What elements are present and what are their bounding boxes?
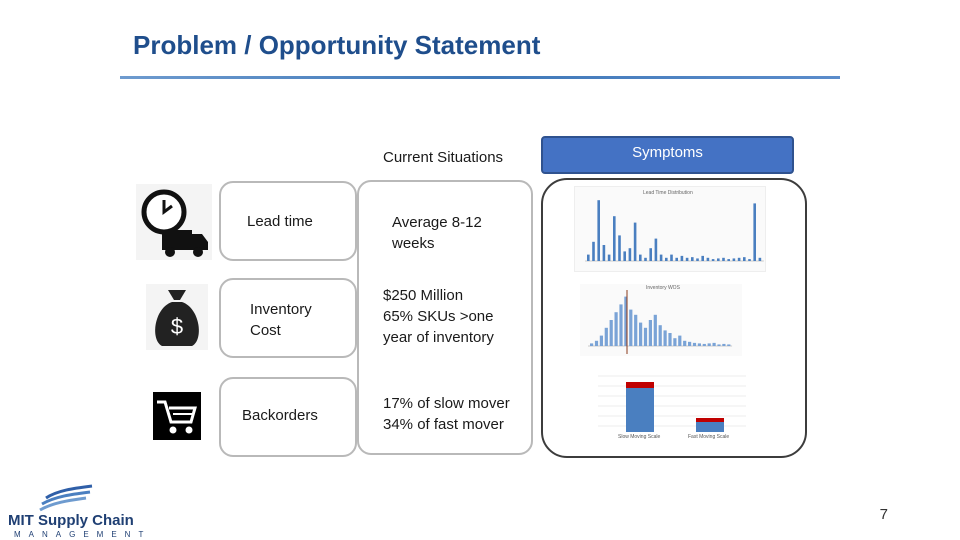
chart1-bar <box>587 255 590 261</box>
logo-text: MIT Supply Chain <box>8 512 134 529</box>
chart2-bar <box>634 315 637 346</box>
current-situations-header: Current Situations <box>383 149 504 166</box>
slow-mover-bar <box>626 388 654 432</box>
chart2-bar <box>605 328 608 346</box>
chart1-bar <box>738 258 741 261</box>
backorders-box <box>219 377 357 457</box>
lead-time-label: Lead time <box>247 213 313 230</box>
chart2-bar <box>683 341 686 346</box>
chart1-bar <box>759 258 762 261</box>
chart1-bar <box>592 242 595 261</box>
chart2-bar <box>722 344 725 346</box>
chart1-bar <box>623 251 626 261</box>
chart2-bar <box>629 310 632 346</box>
chart2-bar <box>708 343 711 346</box>
svg-text:$: $ <box>170 314 184 339</box>
inventory-cost-box <box>219 278 357 358</box>
backorder-category-fast: Fast Moving Scale <box>688 434 730 440</box>
chart2-bar <box>703 344 706 346</box>
chart1-bar <box>655 239 658 261</box>
title-rule <box>120 76 840 79</box>
chart1-bar <box>681 256 684 261</box>
chart1-bar <box>701 256 704 261</box>
chart1-bar <box>717 258 720 261</box>
chart1-bar <box>686 258 689 261</box>
lead-time-description: Average 8-12 weeks <box>392 214 482 252</box>
inventory-cost-label: Inventory Cost <box>250 301 312 339</box>
shopping-cart-icon <box>153 392 201 440</box>
symptoms-header: Symptoms <box>541 136 794 174</box>
chart1-bar <box>660 255 663 261</box>
chart2-bar <box>664 330 667 346</box>
backorder-category-slow: Slow Moving Scale <box>618 434 661 440</box>
chart2-bar <box>678 336 681 346</box>
chart2-bar <box>639 323 642 346</box>
chart2-bar <box>644 328 647 346</box>
backorders-description: 17% of slow mover 34% of fast mover <box>383 395 510 433</box>
chart1-bar <box>603 245 606 261</box>
chart1-bar <box>753 203 756 261</box>
chart1-bar <box>691 257 694 261</box>
chart2-bar <box>654 315 657 346</box>
chart2-bar <box>595 341 598 346</box>
chart1-bar <box>629 248 632 261</box>
money-bag-icon <box>146 284 208 350</box>
chart1-bar <box>639 255 642 261</box>
backorder-chart <box>586 370 750 446</box>
chart2-bar <box>717 344 720 346</box>
chart1-bar <box>613 216 616 261</box>
chart2-bar <box>590 343 593 346</box>
chart1-bar <box>670 255 673 261</box>
chart1-bar <box>743 257 746 261</box>
mit-scm-logo-icon <box>36 484 96 512</box>
chart1-bar <box>597 200 600 261</box>
chart1-bar <box>608 255 611 261</box>
inventory-chart-title: Inventory WOS <box>646 285 680 291</box>
chart2-bar <box>727 344 730 346</box>
chart2-bar <box>668 333 671 346</box>
chart1-bar <box>733 258 736 261</box>
chart1-bar <box>665 258 668 261</box>
lead-time-chart-title: Lead Time Distribution <box>643 190 693 196</box>
chart1-bar <box>722 258 725 261</box>
clock-truck-icon <box>136 184 212 260</box>
chart2-bar <box>688 342 691 346</box>
chart2-bar <box>693 343 696 346</box>
lead-time-box <box>219 181 357 261</box>
chart1-bar <box>748 259 751 261</box>
chart1-bar <box>707 258 710 261</box>
chart2-bar <box>713 343 716 346</box>
slide-title: Problem / Opportunity Statement <box>133 30 541 60</box>
chart2-bar <box>698 343 701 346</box>
inventory-wos-chart <box>580 284 742 356</box>
slow-mover-backorder-bar <box>626 382 654 388</box>
chart1-bar <box>712 259 715 261</box>
chart1-bar <box>634 223 637 261</box>
chart1-bar <box>696 258 699 261</box>
fast-mover-bar <box>696 422 724 432</box>
chart2-bar <box>600 336 603 346</box>
chart1-bar <box>727 259 730 261</box>
chart2-bar <box>673 338 676 346</box>
chart2-bar <box>619 304 622 346</box>
inventory-cost-description: $250 Million 65% SKUs >one year of inventory <box>383 287 494 346</box>
chart2-bar <box>649 320 652 346</box>
chart1-bar <box>644 258 647 261</box>
chart1-bar <box>618 235 621 261</box>
chart2-bar <box>659 325 662 346</box>
logo-subtext: MANAGEMENT <box>14 530 152 539</box>
chart1-bar <box>649 248 652 261</box>
chart2-bar <box>615 312 618 346</box>
chart1-bar <box>675 258 678 261</box>
backorders-label: Backorders <box>242 407 318 424</box>
page-number: 7 <box>879 506 888 523</box>
fast-mover-backorder-bar <box>696 418 724 422</box>
lead-time-distribution-chart <box>574 186 766 272</box>
chart2-bar <box>610 320 613 346</box>
